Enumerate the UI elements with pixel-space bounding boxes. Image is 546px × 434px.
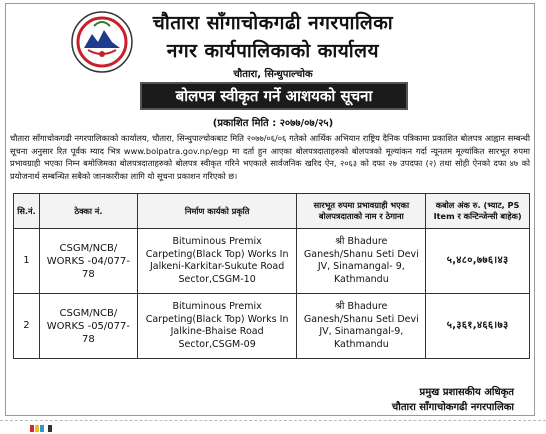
row-sn: 2 [14, 294, 40, 359]
row-contract-no: CSGM/NCB/ WORKS -05/077-78 [39, 294, 137, 359]
color-swatch [30, 425, 34, 432]
table-header-row [14, 194, 530, 229]
col-header-contract-no: ठेक्का नं. [39, 194, 137, 229]
row-amount: ५,४८०,७७६।४३ [426, 229, 530, 294]
color-swatch [48, 425, 52, 432]
row-bidder: श्री Bhadure Ganesh/Shanu Seti Devi JV, Sinamangal-9, Kathmandu [297, 294, 426, 359]
office-address: चौतारा, सिन्धुपाल्चोक [233, 69, 313, 80]
publish-date: (प्रकाशित मिति : २०७७/०७/२५) [212, 118, 334, 129]
office-name: नगर कार्यपालिकाको कार्यालय [166, 40, 380, 62]
col-header-amount: कबोल अंक रु. (भ्याट, PS Item र कन्टिन्जेन्सी बाहेक) [426, 194, 530, 229]
color-swatch [40, 425, 44, 432]
col-header-bidder: सारभूत रुपमा प्रभावग्राही भएका बोलपत्रदाताको नाम र ठेगाना [297, 194, 426, 229]
row-amount: ५,३६१,४६६।७३ [426, 294, 530, 359]
signatory-designation: प्रमुख प्रशासकीय अधिकृत [419, 387, 514, 398]
row-sn: 1 [14, 229, 40, 294]
row-contract-no: CSGM/NCB/ WORKS -04/077-78 [39, 229, 137, 294]
page-bottom-divider [0, 420, 546, 434]
municipality-name: चौतारा साँगाचोकगढी नगरपालिका [152, 12, 394, 34]
notice-body: चौतारा साँगाचोकगढी नगरपालिकाको कार्यालय, चौतारा, सिन्धुपाल्चोकबाट मिति २०७७/०६/०६ गतेको आर्थिक अभियान राष्ट्रिय दैनिक पत्रिकामा प्रकाशित बोलपत्र आह्वान सम्बन्धी सूचना अनुसार रित पूर्वक म्याद भित्र www.bolpatra.gov.np/egp मा दर्ता हुन आएका बोलपत्रदाताहरुको बोलपत्रको मूल्यांकन गर्दा न्यूनतम मूल्यांकित सारभूत रुपमा प्रभावग्राही भएका निम्न बमोजिमका बोलपत्रदाताहरुको बोलपत्र स्वीकृत गरिने भएकाले सार्वजनिक खरिद ऐन, २०६३ को दफा २७ उपदफा (२) तथा सोही ऐनको दफा ४७ को प्रयोजनार्थ सम्बन्धित सबैको जानकारीका लागि यो सूचना प्रकाशन गरिएको छ। [10, 133, 530, 181]
row-work-nature: Bituminous Premix Carpeting(Black Top) Works In Jalkeni-Karkitar-Sukute Road Sector,CSGM-10 [137, 229, 297, 294]
signatory-office: चौतारा साँगाचोकगढी नगरपालिका [391, 402, 514, 413]
notice-title: बोलपत्र स्वीकृत गर्ने आशयको सूचना [140, 82, 408, 110]
row-work-nature: Bituminous Premix Carpeting(Black Top) Works In Jalkine-Bhaise Road Sector,CSGM-09 [137, 294, 297, 359]
table-row [14, 229, 530, 294]
row-bidder: श्री Bhadure Ganesh/Shanu Seti Devi JV, Sinamangal- 9, Kathmandu [297, 229, 426, 294]
color-swatch [35, 425, 39, 432]
col-header-work-nature: निर्माण कार्यको प्रकृति [137, 194, 297, 229]
col-header-sn: सि.नं. [14, 194, 40, 229]
bid-acceptance-table [13, 193, 530, 359]
table-row [14, 294, 530, 359]
